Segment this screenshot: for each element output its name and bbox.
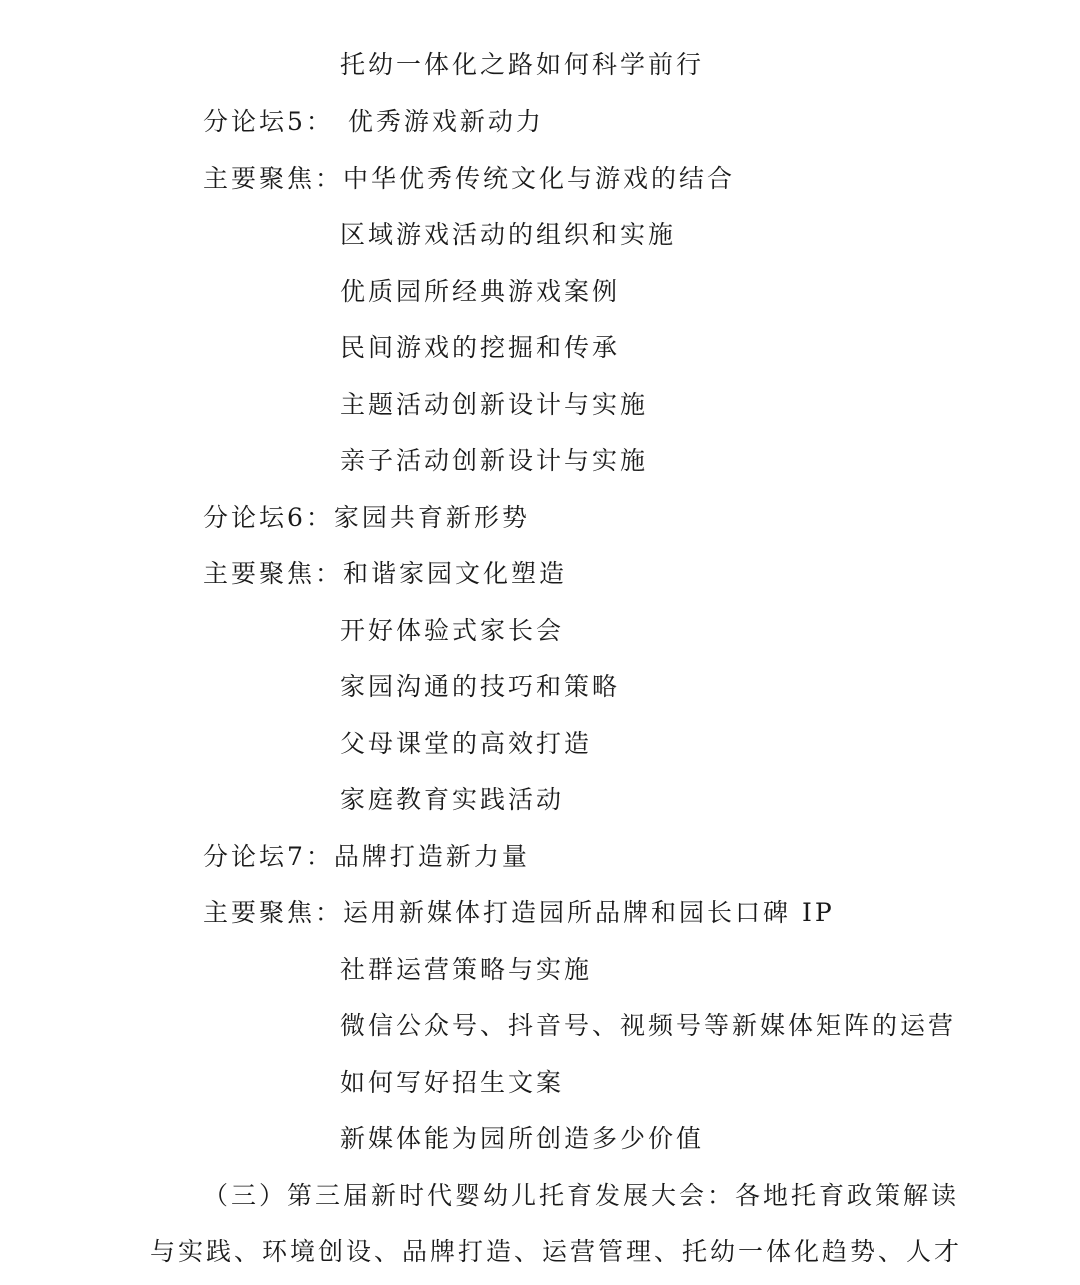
forum-5-title: 优秀游戏新动力 (347, 107, 544, 136)
focus-5-item: 民间游戏的挖掘和传承 (340, 333, 621, 362)
focus-7-heading (203, 898, 835, 928)
forum-5-label: 分论坛5： (203, 107, 334, 136)
focus-6-heading (203, 559, 567, 589)
focus-5-item: 亲子活动创新设计与实施 (340, 446, 649, 475)
focus-6-item: 家庭教育实践活动 (340, 785, 565, 814)
focus-6-item: 和谐家园文化塑造 (343, 559, 568, 588)
focus-6-item: 父母课堂的高效打造 (340, 729, 593, 758)
forum-6-label: 分论坛6： (203, 503, 334, 532)
forum-7-title: 品牌打造新力量 (333, 842, 530, 871)
focus-6-item: 开好体验式家长会 (340, 616, 565, 645)
forum-7-heading (203, 842, 530, 872)
section-3-paragraph-line-2: 与实践、环境创设、品牌打造、运营管理、托幼一体化趋势、人才 (150, 1237, 963, 1266)
focus-7-item: 微信公众号、抖音号、视频号等新媒体矩阵的运营 (340, 1011, 957, 1040)
focus-7-label: 主要聚焦： (203, 898, 344, 927)
forum-6-title: 家园共育新形势 (333, 503, 530, 532)
topic-line: 托幼一体化之路如何科学前行 (340, 50, 705, 79)
focus-6-item: 家园沟通的技巧和策略 (340, 672, 621, 701)
focus-5-item: 区域游戏活动的组织和实施 (340, 220, 677, 249)
focus-5-label: 主要聚焦： (203, 164, 344, 193)
forum-5-heading (203, 107, 544, 137)
focus-5-item: 主题活动创新设计与实施 (340, 390, 649, 419)
forum-7-label: 分论坛7： (203, 842, 334, 871)
focus-7-item: 新媒体能为园所创造多少价值 (340, 1124, 705, 1153)
forum-6-heading (203, 503, 530, 533)
focus-5-heading (203, 164, 735, 194)
focus-5-item: 优质园所经典游戏案例 (340, 277, 621, 306)
focus-6-label: 主要聚焦： (203, 559, 344, 588)
section-3-paragraph-line-1: （三）第三届新时代婴幼儿托育发展大会：各地托育政策解读 (203, 1181, 960, 1210)
focus-7-item: 运用新媒体打造园所品牌和园长口碑 IP (343, 898, 835, 927)
focus-7-item: 社群运营策略与实施 (340, 955, 593, 984)
focus-5-item: 中华优秀传统文化与游戏的结合 (343, 164, 736, 193)
focus-7-item: 如何写好招生文案 (340, 1068, 565, 1097)
